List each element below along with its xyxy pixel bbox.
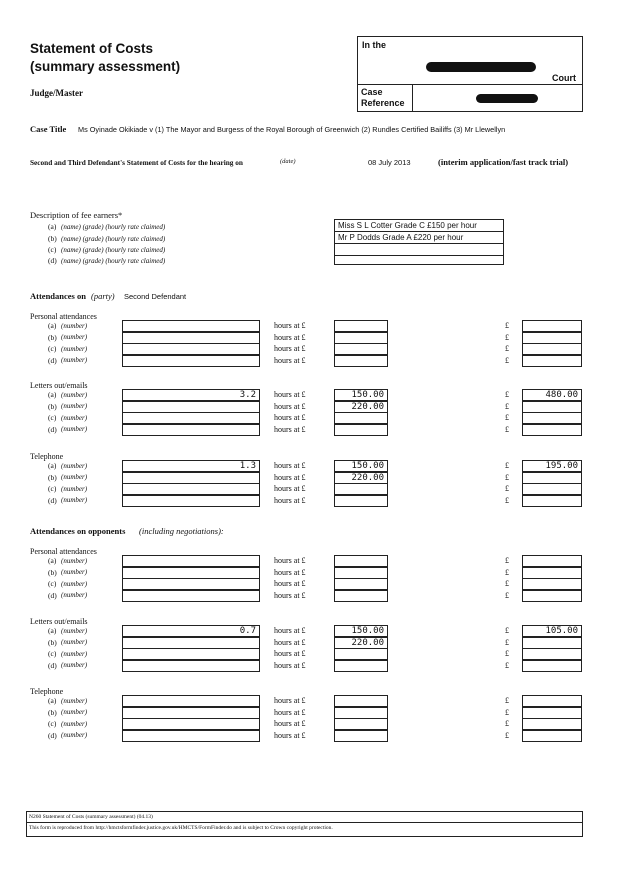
hours-input[interactable]: 3.2 [122, 389, 260, 401]
hours-input[interactable] [122, 695, 260, 707]
rate-input[interactable] [334, 495, 388, 507]
attendances-party-value: Second Defendant [124, 292, 187, 301]
hours-at-label: hours at £ [274, 332, 306, 342]
row-number-hint: (number) [61, 344, 88, 353]
row-letter: (a) [48, 461, 57, 470]
row-number-hint: (number) [61, 473, 88, 482]
rate-input[interactable] [334, 424, 388, 436]
hours-input[interactable] [122, 637, 260, 649]
case-label-line2: Reference [361, 98, 405, 108]
pound-sign: £ [505, 567, 509, 577]
row-number-hint: (number) [61, 425, 88, 434]
hours-input[interactable] [122, 648, 260, 660]
hours-at-label: hours at £ [274, 730, 306, 740]
hours-input[interactable] [122, 730, 260, 742]
total-input[interactable] [522, 637, 582, 649]
total-input[interactable] [522, 555, 582, 567]
row-number-hint: (number) [61, 661, 88, 670]
hours-at-label: hours at £ [274, 401, 306, 411]
rate-input[interactable] [334, 412, 388, 424]
hearing-type: (interim application/fast track trial) [438, 157, 569, 167]
total-input[interactable] [522, 730, 582, 742]
hours-input[interactable]: 0.7 [122, 625, 260, 637]
hours-at-label: hours at £ [274, 556, 306, 565]
fee-earner-letter: (c) [48, 245, 57, 254]
hours-at-label: hours at £ [274, 461, 306, 470]
rate-input[interactable]: 220.00 [334, 401, 388, 413]
total-input[interactable] [522, 695, 582, 707]
form-title-line1: Statement of Costs [30, 41, 154, 56]
group-title: Telephone [30, 452, 64, 461]
total-input[interactable] [522, 343, 582, 355]
case-title-value: Ms Oyinade Okikiade v (1) The Mayor and Burgess of the Royal Borough of Greenwich (2) Rundles Certified Bailiffs (3) Mr Llewellyn [78, 125, 506, 134]
pound-sign: £ [505, 707, 509, 717]
rate-input[interactable] [334, 730, 388, 742]
rate-input[interactable]: 220.00 [334, 637, 388, 649]
case-label-line1: Case [361, 87, 383, 97]
hours-input[interactable] [122, 332, 260, 344]
fee-earner-letter: (d) [48, 256, 57, 265]
row-letter: (c) [48, 484, 57, 494]
total-input[interactable] [522, 718, 582, 730]
rate-input[interactable] [334, 332, 388, 344]
hours-at-label: hours at £ [274, 719, 306, 729]
hours-at-label: hours at £ [274, 472, 306, 482]
attendances-opponents-label: Attendances on opponents [30, 526, 126, 536]
case-title-label: Case Title [30, 124, 67, 134]
row-letter: (d) [48, 660, 57, 670]
row-letter: (b) [48, 637, 57, 647]
pound-sign: £ [505, 461, 509, 470]
row-letter: (a) [48, 626, 57, 635]
redacted-court-name [426, 62, 536, 72]
row-number-hint: (number) [61, 568, 88, 577]
rate-input[interactable]: 150.00 [334, 389, 388, 401]
hours-input[interactable] [122, 555, 260, 567]
row-letter: (b) [48, 401, 57, 411]
hours-at-label: hours at £ [274, 355, 306, 365]
row-letter: (c) [48, 579, 57, 589]
hours-input[interactable] [122, 660, 260, 672]
hours-at-label: hours at £ [274, 495, 306, 505]
pound-sign: £ [505, 472, 509, 482]
row-number-hint: (number) [61, 461, 88, 470]
hearing-date-hint: (date) [280, 158, 296, 165]
row-number-hint: (number) [61, 484, 88, 493]
hours-input[interactable] [122, 718, 260, 730]
row-number-hint: (number) [61, 496, 88, 505]
rate-input[interactable] [334, 483, 388, 495]
row-number-hint: (number) [61, 649, 88, 658]
row-number-hint: (number) [61, 626, 88, 635]
footer-box [26, 811, 583, 837]
total-input[interactable] [522, 590, 582, 602]
row-letter: (d) [48, 590, 57, 600]
hours-at-label: hours at £ [274, 707, 306, 717]
row-number-hint: (number) [61, 638, 88, 647]
hearing-date: 08 July 2013 [368, 158, 411, 167]
fee-earner-d[interactable] [335, 256, 503, 268]
hours-at-label: hours at £ [274, 390, 306, 399]
pound-sign: £ [505, 332, 509, 342]
redacted-case-reference [476, 94, 538, 103]
rate-input[interactable] [334, 320, 388, 332]
hearing-text: Second and Third Defendant's Statement of Costs for the hearing on [30, 158, 243, 167]
total-input[interactable] [522, 424, 582, 436]
pound-sign: £ [505, 355, 509, 365]
pound-sign: £ [505, 424, 509, 434]
hours-input[interactable] [122, 401, 260, 413]
pound-sign: £ [505, 484, 509, 494]
hours-at-label: hours at £ [274, 696, 306, 705]
row-number-hint: (number) [61, 731, 88, 740]
total-input[interactable] [522, 660, 582, 672]
hours-at-label: hours at £ [274, 626, 306, 635]
pound-sign: £ [505, 590, 509, 600]
row-number-hint: (number) [61, 390, 88, 399]
hours-at-label: hours at £ [274, 649, 306, 659]
in-the-label: In the [362, 40, 386, 50]
row-letter: (a) [48, 556, 57, 565]
row-letter: (b) [48, 472, 57, 482]
hours-at-label: hours at £ [274, 567, 306, 577]
row-number-hint: (number) [61, 696, 88, 705]
hours-at-label: hours at £ [274, 321, 306, 330]
pound-sign: £ [505, 556, 509, 565]
row-letter: (b) [48, 332, 57, 342]
court-box [357, 36, 583, 112]
row-number-hint: (number) [61, 556, 88, 565]
fee-earner-hint: (name) (grade) (hourly rate claimed) [61, 222, 166, 231]
pound-sign: £ [505, 696, 509, 705]
hours-input[interactable] [122, 412, 260, 424]
hours-input[interactable] [122, 590, 260, 602]
fee-earners-label: Description of fee earners* [30, 210, 123, 220]
rate-input[interactable] [334, 355, 388, 367]
footer-copyright: This form is reproduced from http://hmctsformfinder.justice.gov.uk/HMCTS/FormFinder.do and is subject to Crown copyright protection. [29, 825, 333, 831]
court-label: Court [552, 73, 576, 83]
pound-sign: £ [505, 344, 509, 354]
total-input[interactable] [522, 648, 582, 660]
hours-at-label: hours at £ [274, 590, 306, 600]
row-letter: (c) [48, 649, 57, 659]
hours-input[interactable]: 1.3 [122, 460, 260, 472]
total-input[interactable] [522, 707, 582, 719]
total-input[interactable]: 480.00 [522, 389, 582, 401]
rate-input[interactable] [334, 707, 388, 719]
pound-sign: £ [505, 637, 509, 647]
group-title: Personal attendances [30, 547, 97, 556]
total-input[interactable] [522, 567, 582, 579]
hours-input[interactable] [122, 424, 260, 436]
row-number-hint: (number) [61, 356, 88, 365]
hours-input[interactable] [122, 472, 260, 484]
judge-master-label: Judge/Master [30, 88, 83, 98]
row-number-hint: (number) [61, 591, 88, 600]
row-number-hint: (number) [61, 321, 88, 330]
rate-input[interactable] [334, 660, 388, 672]
total-input[interactable]: 105.00 [522, 625, 582, 637]
hours-input[interactable] [122, 567, 260, 579]
pound-sign: £ [505, 413, 509, 423]
pound-sign: £ [505, 626, 509, 635]
rate-input[interactable]: 220.00 [334, 472, 388, 484]
total-input[interactable] [522, 401, 582, 413]
row-letter: (c) [48, 413, 57, 423]
hours-at-label: hours at £ [274, 579, 306, 589]
attendances-opponents-hint: (including negotiations): [139, 526, 224, 536]
fee-earner-hint: (name) (grade) (hourly rate claimed) [61, 245, 166, 254]
rate-input[interactable] [334, 343, 388, 355]
hours-input[interactable] [122, 320, 260, 332]
fee-earner-a[interactable]: Miss S L Cotter Grade C £150 per hour [335, 220, 503, 232]
total-input[interactable] [522, 332, 582, 344]
row-letter: (a) [48, 390, 57, 399]
pound-sign: £ [505, 495, 509, 505]
rate-input[interactable] [334, 578, 388, 590]
total-input[interactable] [522, 472, 582, 484]
fee-earner-letter: (a) [48, 222, 57, 231]
hours-at-label: hours at £ [274, 484, 306, 494]
group-title: Telephone [30, 687, 64, 696]
total-input[interactable] [522, 578, 582, 590]
total-input[interactable] [522, 355, 582, 367]
row-letter: (a) [48, 696, 57, 705]
total-input[interactable] [522, 495, 582, 507]
rate-input[interactable] [334, 567, 388, 579]
fee-earner-b[interactable]: Mr P Dodds Grade A £220 per hour [335, 232, 503, 244]
row-letter: (d) [48, 730, 57, 740]
pound-sign: £ [505, 321, 509, 330]
fee-earner-hint: (name) (grade) (hourly rate claimed) [61, 234, 166, 243]
hours-at-label: hours at £ [274, 344, 306, 354]
attendances-party-hint: (party) [91, 291, 115, 301]
group-title: Personal attendances [30, 312, 97, 321]
rate-input[interactable] [334, 555, 388, 567]
row-number-hint: (number) [61, 579, 88, 588]
hours-at-label: hours at £ [274, 424, 306, 434]
rate-input[interactable]: 150.00 [334, 625, 388, 637]
hours-at-label: hours at £ [274, 660, 306, 670]
fee-earner-box [334, 219, 504, 265]
hours-input[interactable] [122, 578, 260, 590]
row-number-hint: (number) [61, 333, 88, 342]
pound-sign: £ [505, 649, 509, 659]
row-letter: (c) [48, 719, 57, 729]
total-input[interactable] [522, 412, 582, 424]
rate-input[interactable] [334, 648, 388, 660]
row-number-hint: (number) [61, 413, 88, 422]
pound-sign: £ [505, 401, 509, 411]
footer-form-id: N260 Statement of Costs (summary assessment) (04.13) [29, 814, 153, 820]
pound-sign: £ [505, 730, 509, 740]
row-letter: (c) [48, 344, 57, 354]
hours-input[interactable] [122, 355, 260, 367]
row-number-hint: (number) [61, 719, 88, 728]
hours-at-label: hours at £ [274, 637, 306, 647]
fee-earner-c[interactable] [335, 244, 503, 256]
hours-input[interactable] [122, 483, 260, 495]
pound-sign: £ [505, 719, 509, 729]
fee-earner-letter: (b) [48, 234, 57, 243]
rate-input[interactable] [334, 695, 388, 707]
form-title-line2: (summary assessment) [30, 59, 181, 74]
hours-input[interactable] [122, 707, 260, 719]
rate-input[interactable]: 150.00 [334, 460, 388, 472]
total-input[interactable] [522, 320, 582, 332]
pound-sign: £ [505, 579, 509, 589]
total-input[interactable] [522, 483, 582, 495]
group-title: Letters out/emails [30, 381, 88, 390]
hours-input[interactable] [122, 495, 260, 507]
pound-sign: £ [505, 660, 509, 670]
total-input[interactable]: 195.00 [522, 460, 582, 472]
hours-at-label: hours at £ [274, 413, 306, 423]
row-letter: (d) [48, 424, 57, 434]
row-letter: (d) [48, 355, 57, 365]
row-number-hint: (number) [61, 708, 88, 717]
row-number-hint: (number) [61, 402, 88, 411]
row-letter: (b) [48, 707, 57, 717]
hours-input[interactable] [122, 343, 260, 355]
rate-input[interactable] [334, 590, 388, 602]
attendances-party-label: Attendances on [30, 291, 86, 301]
row-letter: (a) [48, 321, 57, 330]
rate-input[interactable] [334, 718, 388, 730]
row-letter: (b) [48, 567, 57, 577]
fee-earner-hint: (name) (grade) (hourly rate claimed) [61, 256, 166, 265]
group-title: Letters out/emails [30, 617, 88, 626]
row-letter: (d) [48, 495, 57, 505]
pound-sign: £ [505, 390, 509, 399]
